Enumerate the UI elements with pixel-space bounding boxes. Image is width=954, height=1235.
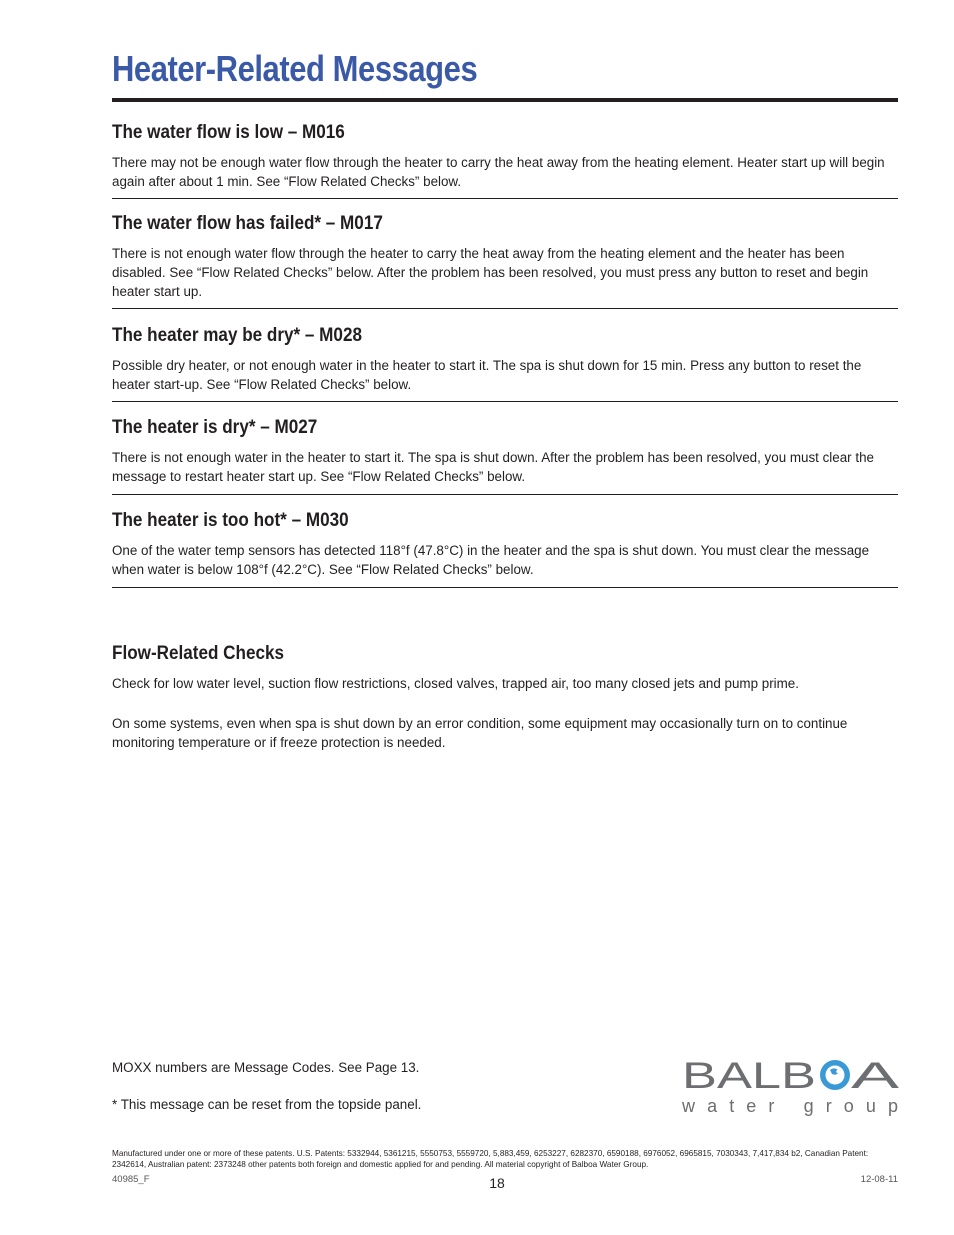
message-section-m017 [112, 213, 898, 301]
section-divider [112, 198, 898, 199]
revision-date: 12-08-11 [860, 1174, 898, 1185]
section-body: There is not enough water in the heater to start it. The spa is shut down. After the problem has been resolved, you must clear the message to restart heater start up. See “Flow Related Checks” below. [112, 450, 874, 484]
logo-brand-left: BALB [682, 1055, 816, 1096]
section-body: There may not be enough water flow through the heater to carry the heat away from the heating element. Heater start up will begin again after about 1 min. See “Flow Related Checks” below. [112, 155, 885, 189]
moxx-note: MOXX numbers are Message Codes. See Page 13. [112, 1060, 420, 1075]
section-divider [112, 587, 898, 588]
section-heading: The water flow is low – M016 [112, 122, 345, 143]
section-heading: The heater is dry* – M027 [112, 417, 318, 438]
logo-tagline: water group [682, 1096, 898, 1116]
section-body: There is not enough water flow through the heater to carry the heat away from the heating element and the heater has been disabled. See “Flow Related Checks” below. After the problem has been resolved, you must press any button to reset and begin heater start up. [112, 246, 869, 299]
document-number: 40985_F [112, 1174, 150, 1185]
section-heading: The water flow has failed* – M017 [112, 213, 383, 234]
message-section-m030 [112, 510, 898, 579]
section-divider [112, 494, 898, 495]
section-heading: Flow-Related Checks [112, 643, 284, 664]
water-drop-o-icon [820, 1060, 850, 1090]
reset-note: * This message can be reset from the topside panel. [112, 1097, 422, 1112]
message-section-m016 [112, 122, 898, 191]
page-number: 18 [489, 1175, 505, 1191]
patent-notice: Manufactured under one or more of these patents. U.S. Patents: 5332944, 5361215, 5550753, 5559720, 5,883,459, 6253227, 6282370, 6590188, 6976052, 6965815, 7030343, 7,417,834 b2, Canadian Patent: 2342614, Australian patent: 2373248 other patents both foreign and domestic applied for and pending. All material copyright of Balboa Water Group. [112, 1149, 869, 1169]
flow-related-checks [112, 643, 898, 752]
section-body: One of the water temp sensors has detected 118°f (47.8°C) in the heater and the spa is shut down. You must clear the message when water is below 108°f (42.2°C). See “Flow Related Checks” below. [112, 543, 870, 577]
section-body: Possible dry heater, or not enough water in the heater to start it. The spa is shut down for 15 min. Press any button to reset the heater start-up. See “Flow Related Checks” below. [112, 358, 862, 392]
title-rule [112, 98, 898, 102]
logo-brand-right: A [851, 1055, 900, 1096]
message-section-m028 [112, 325, 898, 394]
page-title: Heater-Related Messages [112, 48, 478, 89]
flow-checks-paragraph-2: On some systems, even when spa is shut down by an error condition, some equipment may occasionally turn on to continue monitoring temperature or if freeze protection is needed. [112, 716, 848, 750]
balboa-logo [678, 1052, 904, 1116]
section-divider [112, 401, 898, 402]
section-divider [112, 308, 898, 309]
balboa-logo-graphic [678, 1052, 904, 1116]
flow-checks-paragraph-1: Check for low water level, suction flow restrictions, closed valves, trapped air, too many closed jets and pump prime. [112, 676, 799, 691]
message-section-m027 [112, 417, 898, 486]
section-heading: The heater is too hot* – M030 [112, 510, 349, 531]
section-heading: The heater may be dry* – M028 [112, 325, 362, 346]
